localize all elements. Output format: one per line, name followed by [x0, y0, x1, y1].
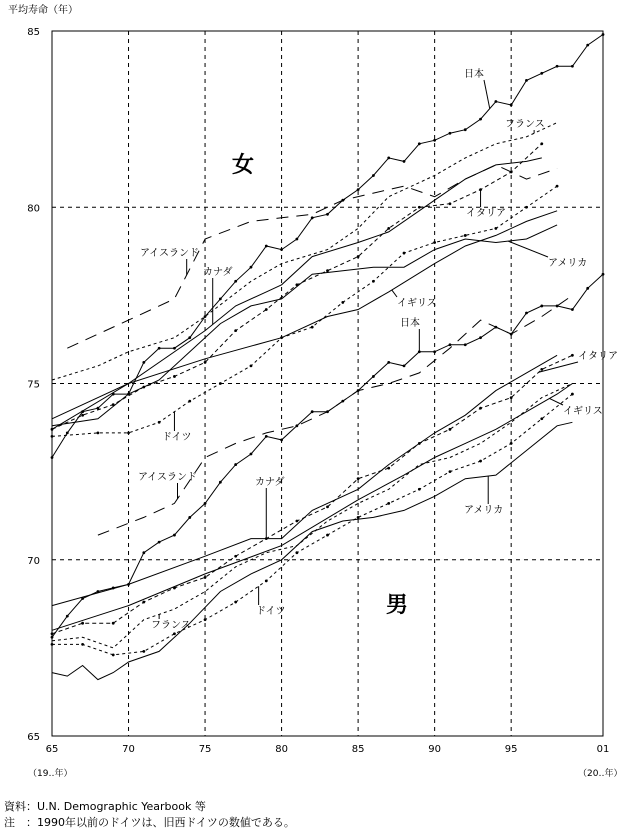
data-point-japan_m — [295, 424, 298, 427]
grid — [52, 31, 603, 736]
data-point-japan_f — [418, 142, 421, 145]
data-point-japan_f — [372, 174, 375, 177]
series-line-france_f — [52, 123, 557, 380]
data-point-japan_f — [510, 104, 513, 107]
data-point-japan_f — [586, 44, 589, 47]
data-point-japan_m — [142, 551, 145, 554]
annotation-label-france_m: フランス — [151, 620, 191, 631]
data-point-germany_m — [265, 580, 268, 583]
annotations — [138, 67, 618, 631]
data-point-japan_f — [51, 456, 54, 459]
series-line-germany_f — [52, 186, 557, 436]
data-point-japan_f — [158, 347, 161, 350]
data-point-japan_f — [540, 72, 543, 75]
x-tick-label: 01 — [596, 744, 610, 755]
data-point-germany_m — [357, 516, 360, 519]
tick-labels — [27, 27, 609, 755]
data-point-japan_f — [265, 245, 268, 248]
data-point-japan_f — [250, 266, 253, 269]
data-point-japan_f — [479, 118, 482, 121]
data-point-italy_f — [418, 206, 421, 209]
data-point-italy_f — [265, 308, 268, 311]
data-point-japan_f — [66, 431, 69, 434]
female-panel-label: 女 — [232, 153, 255, 178]
data-point-italy_m — [326, 505, 329, 508]
y-tick-label: 85 — [27, 27, 40, 38]
data-point-italy_m — [295, 520, 298, 523]
annotation-label-uk_f: イギリス — [397, 298, 437, 309]
annotation-label-japan_m: 日本 — [400, 318, 420, 329]
data-point-japan_m — [403, 364, 406, 367]
male-panel-label: 男 — [386, 593, 409, 618]
data-point-germany_f — [127, 431, 130, 434]
data-point-japan_m — [51, 636, 54, 639]
data-point-germany_m — [173, 632, 176, 635]
series-lines — [51, 33, 605, 679]
data-point-germany_m — [204, 618, 207, 621]
data-point-italy_m — [449, 428, 452, 431]
data-point-japan_f — [311, 216, 314, 219]
data-point-italy_f — [204, 361, 207, 364]
data-point-japan_f — [234, 280, 237, 283]
data-point-italy_f — [81, 414, 84, 417]
data-point-italy_m — [357, 477, 360, 480]
data-point-japan_m — [280, 439, 283, 442]
data-point-germany_f — [158, 421, 161, 424]
data-point-germany_m — [479, 460, 482, 463]
annotation-label-germany_m: ドイツ — [256, 606, 286, 617]
data-point-japan_f — [464, 128, 467, 131]
annotation-label-canada_f: カナダ — [203, 267, 233, 278]
data-point-italy_m — [540, 368, 543, 371]
data-point-japan_f — [387, 157, 390, 160]
x-tick-label: 90 — [428, 744, 442, 755]
data-point-japan_m — [525, 312, 528, 315]
series-line-canada_m — [52, 355, 557, 605]
data-point-japan_f — [188, 336, 191, 339]
data-point-italy_f — [326, 269, 329, 272]
data-point-italy_f — [173, 375, 176, 378]
data-point-italy_f — [234, 329, 237, 332]
data-point-japan_f — [173, 347, 176, 350]
data-point-germany_m — [449, 470, 452, 473]
data-point-japan_f — [433, 139, 436, 142]
x-axis-label-right: （20‥年） — [578, 769, 623, 779]
annotation-label-usa_f: アメリカ — [548, 258, 588, 269]
data-point-germany_m — [510, 442, 513, 445]
data-point-italy_f — [357, 255, 360, 258]
data-point-italy_m — [571, 354, 574, 357]
data-point-japan_m — [449, 343, 452, 346]
data-point-japan_m — [66, 615, 69, 618]
data-point-japan_m — [158, 541, 161, 544]
data-point-italy_m — [142, 601, 145, 604]
data-point-germany_f — [188, 400, 191, 403]
data-point-germany_f — [51, 435, 54, 438]
data-point-japan_f — [219, 298, 222, 301]
data-point-japan_m — [372, 375, 375, 378]
data-point-italy_f — [540, 142, 543, 145]
x-tick-label: 80 — [275, 744, 288, 755]
data-point-japan_m — [173, 534, 176, 537]
data-point-japan_m — [602, 273, 605, 276]
data-point-germany_m — [326, 534, 329, 537]
annotation-leader-italy_m — [539, 362, 578, 372]
data-point-japan_f — [280, 248, 283, 251]
annotation-label-iceland_m: アイスランド — [138, 472, 197, 483]
data-point-japan_m — [219, 481, 222, 484]
data-point-japan_m — [250, 453, 253, 456]
data-point-germany_m — [142, 650, 145, 653]
data-point-japan_m — [311, 410, 314, 413]
data-point-japan_m — [433, 350, 436, 353]
y-tick-label: 70 — [27, 555, 40, 567]
data-point-japan_m — [387, 361, 390, 364]
data-point-italy_f — [449, 202, 452, 205]
annotation-label-germany_f: ドイツ — [162, 432, 192, 443]
data-point-japan_f — [357, 188, 360, 191]
data-point-germany_m — [295, 551, 298, 554]
data-point-japan_f — [326, 213, 329, 216]
data-point-italy_m — [479, 407, 482, 410]
data-point-germany_f — [372, 280, 375, 283]
data-point-japan_m — [479, 336, 482, 339]
x-tick-label: 65 — [45, 744, 59, 755]
annotation-leader-japan_f — [484, 80, 490, 109]
annotation-leader-uk_f — [392, 290, 397, 297]
x-tick-label: 95 — [504, 744, 518, 755]
annotation-label-iceland_f: アイスランド — [140, 248, 199, 259]
data-point-germany_f — [403, 252, 406, 255]
data-point-germany_m — [112, 654, 115, 657]
series-line-germany_m — [52, 394, 572, 655]
data-point-japan_f — [556, 65, 559, 68]
data-point-germany_f — [341, 301, 344, 304]
data-point-germany_m — [234, 601, 237, 604]
data-point-italy_m — [234, 555, 237, 558]
x-tick-label: 70 — [122, 744, 135, 755]
data-point-japan_m — [540, 305, 543, 308]
data-point-italy_f — [387, 227, 390, 230]
y-tick-label: 75 — [27, 379, 40, 391]
series-line-uk_f — [52, 211, 557, 419]
data-point-germany_m — [418, 488, 421, 491]
data-point-germany_m — [387, 502, 390, 505]
data-point-japan_f — [571, 65, 574, 68]
annotation-label-italy_m: イタリア — [578, 351, 618, 362]
data-point-germany_f — [464, 234, 467, 237]
data-point-germany_f — [250, 364, 253, 367]
y-axis-label: 平均寿命（年） — [8, 5, 78, 16]
data-point-japan_m — [571, 308, 574, 311]
annotation-label-japan_f: 日本 — [464, 69, 484, 80]
data-point-japan_m — [464, 343, 467, 346]
annotation-leader-usa_f — [508, 241, 548, 257]
x-tick-label: 75 — [198, 744, 212, 755]
series-line-usa_f — [52, 225, 557, 426]
data-point-japan_f — [449, 132, 452, 135]
annotation-label-uk_m: イギリス — [563, 406, 603, 417]
y-tick-label: 65 — [27, 732, 40, 743]
data-point-japan_f — [142, 361, 145, 364]
data-point-germany_f — [280, 336, 283, 339]
x-axis-label-left: （19‥年） — [28, 769, 73, 779]
data-point-italy_m — [112, 622, 115, 625]
annotation-label-canada_m: カナダ — [255, 477, 285, 488]
data-point-japan_f — [403, 160, 406, 163]
data-point-italy_m — [510, 396, 513, 399]
data-point-germany_m — [571, 393, 574, 396]
data-point-germany_f — [433, 241, 436, 244]
annotation-leader-uk_m — [549, 398, 563, 405]
data-point-italy_m — [81, 622, 84, 625]
series-line-italy_m — [52, 355, 572, 634]
footnote: 注 ：1990年以前のドイツは、旧西ドイツの数値である。 — [4, 816, 295, 829]
data-point-germany_f — [494, 227, 497, 230]
x-tick-label: 85 — [351, 744, 365, 755]
data-point-germany_m — [540, 417, 543, 420]
data-point-italy_m — [387, 467, 390, 470]
series-line-usa_m — [52, 422, 572, 679]
data-point-germany_f — [311, 326, 314, 329]
data-point-italy_m — [204, 576, 207, 579]
data-point-japan_f — [602, 33, 605, 36]
data-point-germany_m — [51, 643, 54, 646]
data-point-germany_f — [525, 206, 528, 209]
data-point-japan_f — [525, 79, 528, 82]
data-point-italy_f — [510, 171, 513, 174]
data-point-japan_m — [586, 287, 589, 290]
data-point-germany_m — [81, 643, 84, 646]
data-point-germany_f — [556, 185, 559, 188]
y-tick-label: 80 — [27, 203, 40, 215]
annotation-label-italy_f: イタリア — [466, 208, 506, 219]
data-point-italy_m — [418, 442, 421, 445]
source-note: 資料：U.N. Demographic Yearbook 等 — [4, 800, 206, 813]
data-point-japan_f — [295, 238, 298, 241]
data-point-japan_m — [234, 463, 237, 466]
data-point-japan_m — [188, 516, 191, 519]
data-point-germany_f — [219, 382, 222, 385]
annotation-label-usa_m: アメリカ — [464, 505, 504, 516]
data-point-japan_f — [494, 100, 497, 103]
data-point-japan_m — [204, 502, 207, 505]
data-point-italy_f — [51, 428, 54, 431]
data-point-japan_m — [265, 435, 268, 438]
data-point-germany_f — [97, 431, 100, 434]
series-line-canada_f — [52, 158, 542, 429]
data-point-italy_m — [51, 632, 54, 635]
annotation-label-france_f: フランス — [505, 119, 545, 130]
